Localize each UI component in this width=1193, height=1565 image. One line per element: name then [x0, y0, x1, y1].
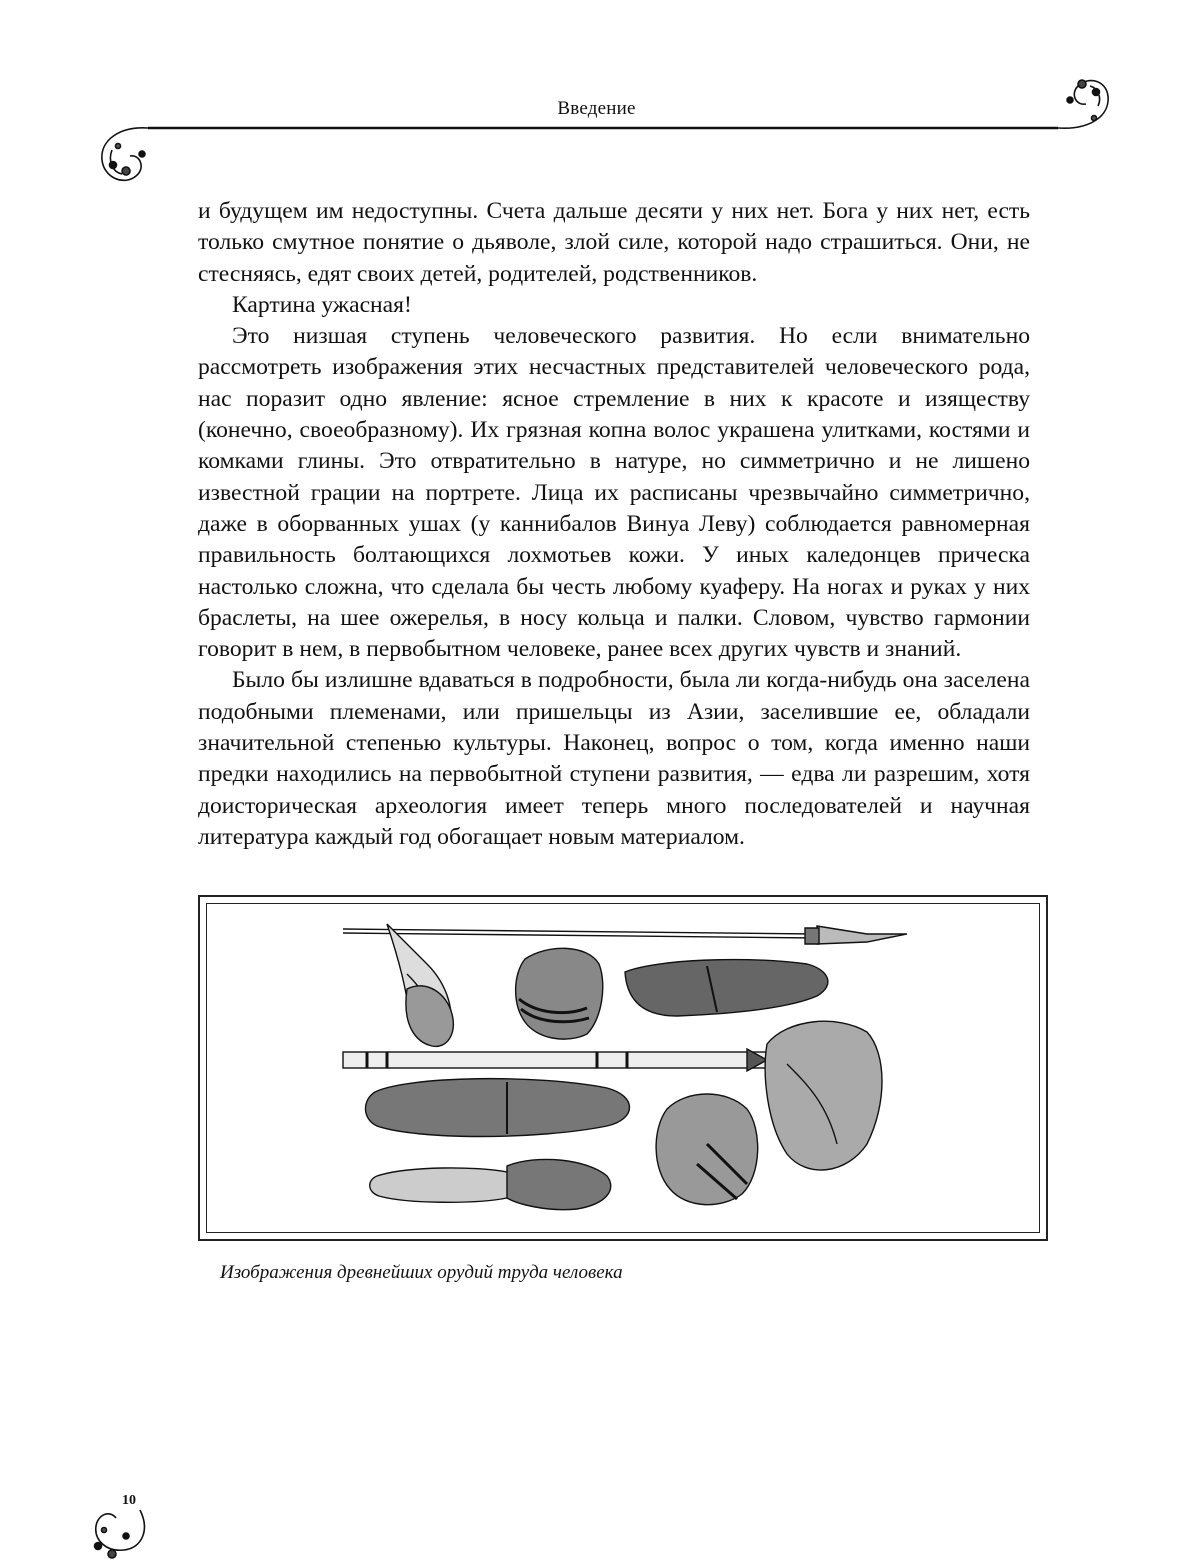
textured-blade-icon	[365, 1079, 629, 1137]
paragraph-2: Картина ужасная!	[232, 291, 412, 318]
body-text	[198, 196, 1030, 853]
page-number: 10	[122, 1493, 136, 1508]
figure-frame	[198, 895, 1048, 1241]
large-blade-icon	[625, 960, 828, 1016]
hafted-stone-icon	[516, 948, 603, 1039]
hafted-knife-icon	[370, 1159, 611, 1209]
oval-stone-icon	[656, 1094, 758, 1205]
figure-caption: Изображения древнейших орудий труда человека	[220, 1262, 623, 1283]
footer-ornament	[0, 0, 200, 1565]
figure-inner-border	[206, 903, 1040, 1233]
running-header-title: Введение	[557, 98, 636, 119]
paragraph-4: Было бы излишне вдаваться в подробности, была ли когда-нибудь она заселена подобными племенами, или пришельцы из Азии, заселившие ее, обладали значительной степенью культуры. Наконец, вопрос о том, когда именно наши предки находились на первобытной ступени развития, — едва ли разрешим, хотя доисторическая археология имеет теперь много последователей и научная литература каждый год обогащает новым материалом.	[198, 667, 1030, 850]
spear-top-icon	[343, 926, 907, 944]
axe-head-icon	[765, 1021, 882, 1170]
paragraph-3: Это низшая ступень человеческого развития. Но если внимательно рассмотреть изображения этих несчастных представителей человеческого рода, нас поразит одно явление: ясное стремление в них к красоте и изяществу (конечно, своеобразному). Их грязная копна волос украшена улитками, костями и комками глины. Это отвратительно в натуре, но симметрично и не лишено известной грации на портрете. Лица их расписаны чрезвычайно симметрично, даже в оборванных ушах (у каннибалов Винуа Леву) соблюдается равномерная правильность болтающихся лохмотьев кожи. У иных каледонцев прическа настолько сложна, что сделала бы честь любому куаферу. На ногах и руках у них браслеты, на шее ожерелья, в носу кольца и палки. Словом, чувство гармонии говорит в нем, в первобытном человеке, ранее всех других чувств и знаний.	[198, 323, 1030, 663]
footer-flourish-icon	[95, 1510, 145, 1558]
spear-middle-icon	[343, 1049, 783, 1071]
paragraph-1: и будущем им недоступны. Счета дальше десяти у них нет. Бога у них нет, есть только смутное понятие о дьяволе, злой силе, которой надо страшиться. Они, не стесняясь, едят своих детей, родителей, родственников.	[198, 198, 1030, 287]
stone-tools-illustration	[207, 904, 1041, 1234]
